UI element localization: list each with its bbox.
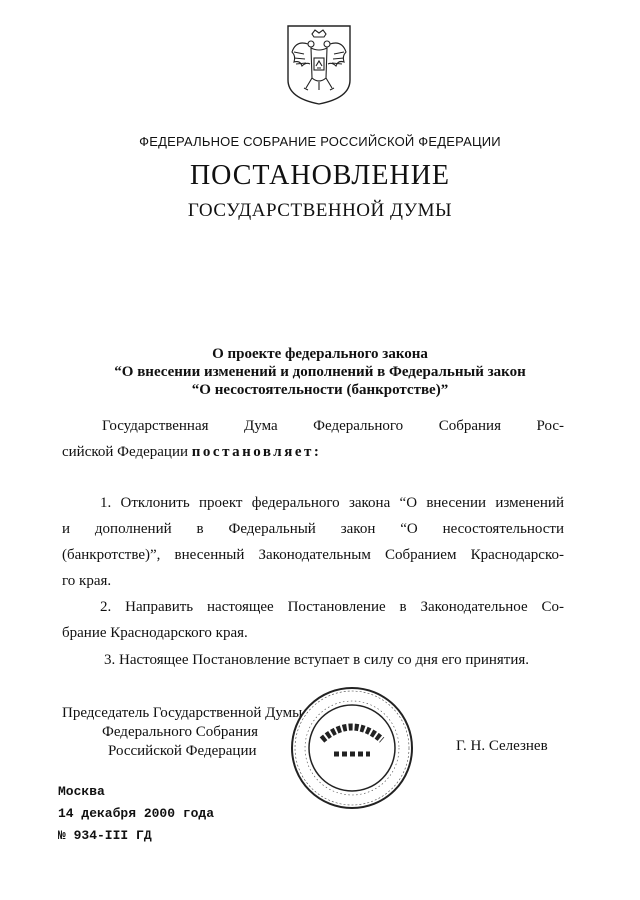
resolution-item-2	[62, 594, 564, 646]
signatory-title-line: Федерального Собрания	[102, 724, 259, 740]
document-number: № 934-III ГД	[58, 828, 152, 843]
item-line: 3. Настоящее Постановление вступает в силу со дня его принятия.	[104, 652, 530, 668]
subject-line: “О несостоятельности (банкротстве)”	[191, 382, 449, 398]
item-line: 2. Направить настоящее Постановление в Законодательное Со-	[100, 599, 564, 615]
item-line: брание Краснодарского края.	[62, 625, 248, 641]
item-line: 1. Отклонить проект федерального закона “О внесении изменений	[100, 495, 564, 511]
preamble-line: Государственная Дума Федерального Собрания Рос-	[102, 418, 564, 434]
resolution-item-3	[62, 647, 564, 673]
preamble-text: сийской Федерации	[62, 444, 192, 460]
item-line: го края.	[62, 573, 112, 589]
resolution-verb: постановляет:	[191, 444, 322, 460]
signatory-title-line: Российской Федерации	[108, 743, 257, 759]
document-issuer: ГОСУДАРСТВЕННОЙ ДУМЫ	[187, 200, 453, 221]
signatory-title-line: Председатель Государственной Думы	[62, 705, 303, 721]
subject-line: “О внесении изменений и дополнений в Федеральный закон	[114, 364, 526, 380]
item-line: (банкротстве)”, внесенный Законодательным Собранием Краснодарско-	[62, 547, 564, 563]
signatory-name: Г. Н. Селезнев	[456, 738, 548, 754]
preamble	[62, 413, 564, 465]
document-subject	[0, 345, 640, 399]
preamble-line	[62, 439, 564, 465]
official-seal-stamp	[288, 684, 416, 812]
subject-line: О проекте федерального закона	[212, 346, 428, 362]
signatory-title	[62, 704, 302, 761]
document-footer	[58, 781, 214, 847]
coat-of-arms-emblem	[284, 22, 354, 106]
issue-place: Москва	[58, 784, 105, 799]
issue-date: 14 декабря 2000 года	[58, 806, 215, 821]
item-line: и дополнений в Федеральный закон “О несостоятельности	[62, 521, 564, 537]
resolution-item-1	[62, 490, 564, 594]
organization-name: ФЕДЕРАЛЬНОЕ СОБРАНИЕ РОССИЙСКОЙ ФЕДЕРАЦИИ	[139, 134, 501, 149]
document-type: ПОСТАНОВЛЕНИЕ	[189, 160, 451, 191]
